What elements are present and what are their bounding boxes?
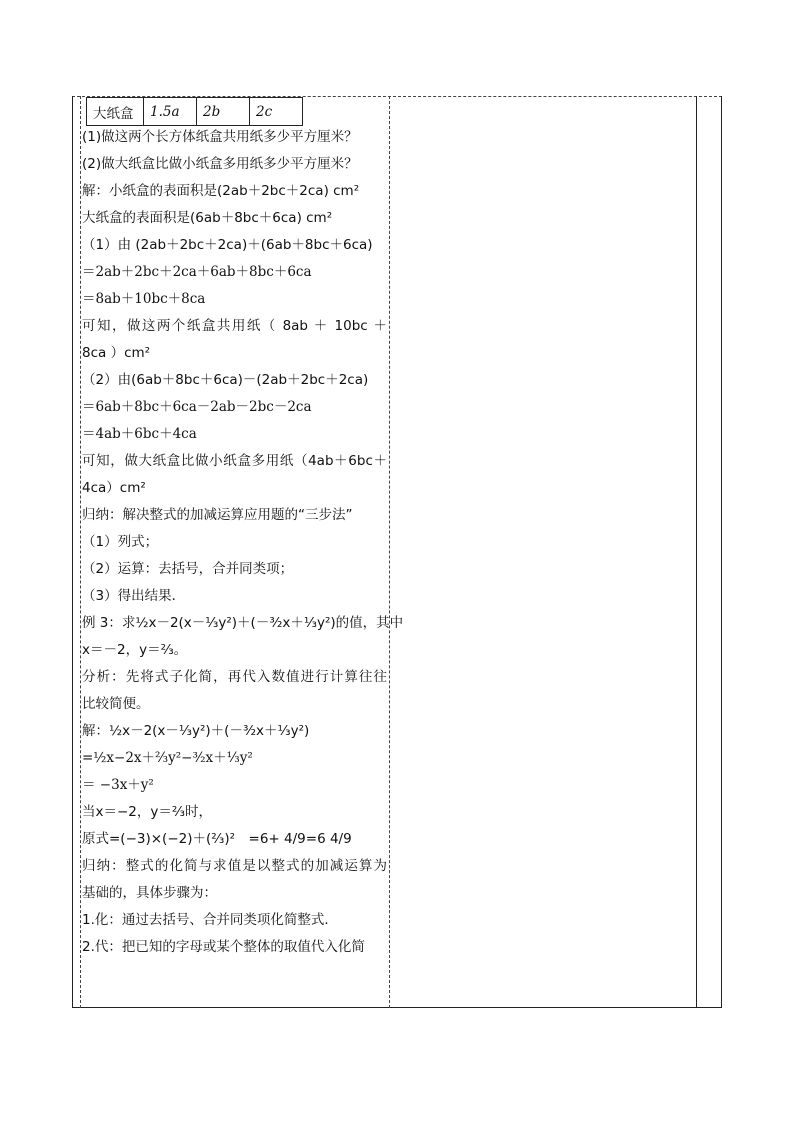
text-line: ＝2ab＋2bc＋2ca＋6ab＋8bc＋6ca: [82, 264, 312, 280]
text-line: ＝8ab＋10bc＋8ca: [82, 291, 206, 307]
table-row: [87, 98, 303, 126]
solution-text: [82, 124, 404, 961]
column-divider: [696, 96, 697, 1008]
box-size-table: [86, 97, 303, 126]
text-line: (1)做这两个长方体纸盒共用纸多少平方厘米？: [82, 129, 358, 145]
text-line: 2.代：把已知的字母或某个整体的取值代入化简: [82, 939, 365, 955]
text-line: 4ca）cm²: [82, 480, 146, 496]
text-line: ＝6ab＋8bc＋6ca－2ab－2bc－2ca: [82, 399, 312, 415]
text-line: 1.化：通过去括号、合并同类项化简整式．: [82, 912, 338, 928]
column-divider: [80, 96, 81, 1008]
text-line: 归纳：解决整式的加减运算应用题的“三步法”: [82, 507, 353, 523]
text-line: 8ca ）cm²: [82, 345, 151, 361]
text-line: (2)做大纸盒比做小纸盒多用纸多少平方厘米？: [82, 156, 358, 172]
text-line: 可知，做这两个纸盒共用纸（ 8ab ＋ 10bc ＋: [82, 318, 387, 334]
text-line: 基础的，具体步骤为：: [82, 885, 217, 901]
text-line: 例 3：求½x－2(x－⅓y²)＋(－³⁄₂x＋⅓y²)的值，其中: [82, 615, 404, 631]
text-line: x＝－2，y＝⅔。: [82, 642, 188, 658]
text-line: 分析：先将式子化简，再代入数值进行计算往往: [82, 669, 387, 685]
table-left-border: [72, 96, 73, 1008]
table-cell: 大纸盒: [87, 98, 144, 126]
text-line: （1）由 (2ab＋2bc＋2ca)＋(6ab＋8bc＋6ca): [82, 237, 373, 253]
table-cell: 2b: [197, 98, 250, 126]
text-line: ＝ −3x＋y²: [82, 777, 154, 793]
text-line: 归纳：整式的化简与求值是以整式的加减运算为: [82, 858, 387, 874]
text-line: （2）运算：去括号，合并同类项；: [82, 561, 294, 577]
table-bottom-border: [72, 1007, 722, 1008]
text-line: 解：小纸盒的表面积是(2ab＋2bc＋2ca) cm²: [82, 183, 360, 199]
text-line: 解：½x－2(x－⅓y²)＋(－³⁄₂x＋⅓y²): [82, 723, 310, 739]
text-line: 可知，做大纸盒比做小纸盒多用纸（4ab＋6bc＋: [82, 453, 387, 469]
table-right-border: [721, 96, 722, 1008]
column-divider: [389, 96, 390, 1008]
text-line: 当x＝−2，y＝⅔时，: [82, 804, 212, 820]
text-line: （2）由(6ab＋8bc＋6ca)－(2ab＋2bc＋2ca): [82, 372, 369, 388]
text-line: ＝4ab＋6bc＋4ca: [82, 426, 197, 442]
table-cell: 1.5a: [144, 98, 197, 126]
text-line: =½x−2x＋⅔y²−³⁄₂x＋⅓y²: [82, 750, 253, 766]
table-cell: 2c: [250, 98, 303, 126]
text-line: （3）得出结果．: [82, 588, 186, 604]
text-line: 原式=(−3)×(−2)＋(⅔)² =6+ 4/9=6 4/9: [82, 831, 352, 847]
text-line: （1）列式；: [82, 534, 159, 550]
text-line: 比较简便。: [82, 696, 150, 712]
text-line: 大纸盒的表面积是(6ab＋8bc＋6ca) cm²: [82, 210, 333, 226]
